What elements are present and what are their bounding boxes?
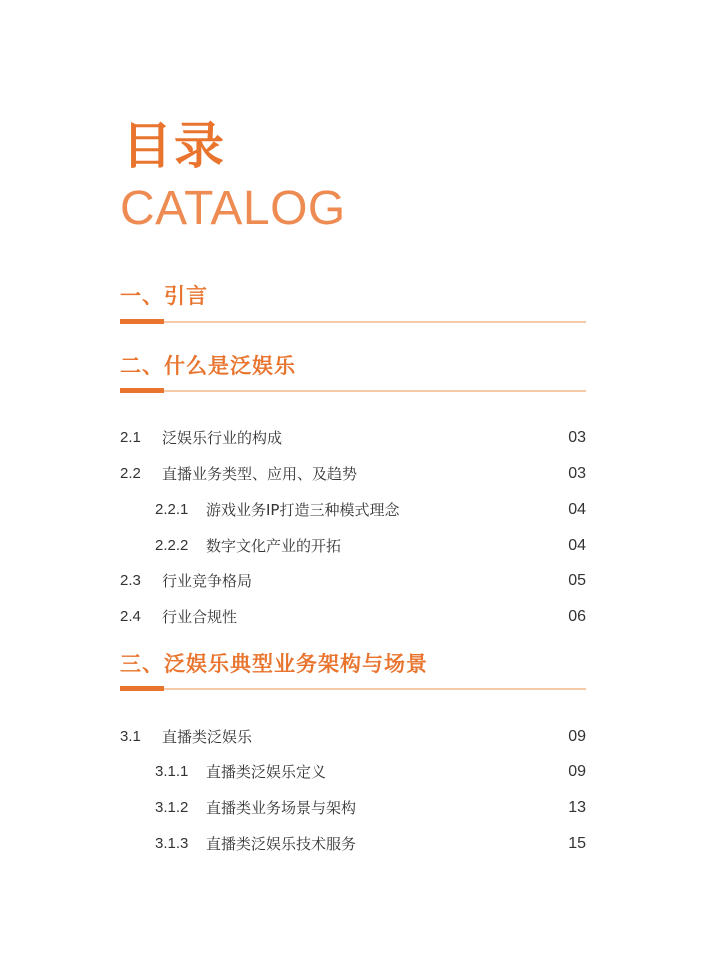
page-title-chinese: 目录 [122,117,226,175]
section-architecture-and-scenarios [120,649,586,679]
toc-entry[interactable] [120,426,586,450]
toc-subentry[interactable] [155,534,586,558]
toc-subentry[interactable] [155,760,586,784]
toc-entry-page: 09 [568,728,586,745]
toc-entry-label: 直播业务类型、应用、及趋势 [162,465,358,483]
section-title: 二、什么是泛娱乐 [120,354,296,378]
toc-entry-number: 2.1 [120,429,141,446]
toc-entry-label: 游戏业务IP打造三种模式理念 [206,501,400,519]
toc-entry-page: 09 [568,763,586,780]
toc-entry-number: 3.1.2 [155,799,189,816]
toc-subentry[interactable] [155,796,586,820]
toc-entry-page: 05 [568,572,586,589]
toc-entry-label: 直播类泛娱乐 [162,728,253,746]
toc-entry-number: 2.2.2 [155,537,189,554]
toc-entry-label: 直播类泛娱乐定义 [206,763,327,781]
toc-entry-page: 04 [568,537,586,554]
toc-entry-page: 03 [568,465,586,482]
toc-entry-label: 直播类泛娱乐技术服务 [206,835,357,853]
section-divider [120,390,586,392]
toc-entry[interactable] [120,462,586,486]
section-divider [120,321,586,323]
section-divider-accent [120,388,164,393]
toc-entry-number: 3.1 [120,728,141,745]
section-title: 一、引言 [120,284,208,308]
toc-entry-number: 2.4 [120,608,141,625]
toc-entry-page: 06 [568,608,586,625]
section-introduction [120,281,586,311]
page-title-english: CATALOG [120,182,346,235]
toc-entry-number: 3.1.3 [155,835,189,852]
toc-entry-label: 行业合规性 [162,608,238,626]
toc-entry-number: 2.2 [120,465,141,482]
toc-entry-label: 泛娱乐行业的构成 [162,429,283,447]
toc-entry[interactable] [120,725,586,749]
toc-entry-label: 直播类业务场景与架构 [206,799,357,817]
toc-entry-number: 2.3 [120,572,141,589]
section-divider [120,688,586,690]
toc-entry-page: 04 [568,501,586,518]
toc-subentry[interactable] [155,832,586,856]
toc-entry-label: 数字文化产业的开拓 [206,537,342,555]
toc-entry-page: 03 [568,429,586,446]
toc-entry[interactable] [120,605,586,629]
section-title: 三、泛娱乐典型业务架构与场景 [120,652,428,676]
toc-subentry[interactable] [155,498,586,522]
section-what-is-pan-entertainment [120,351,586,381]
toc-entry-page: 15 [568,835,586,852]
toc-entry-number: 2.2.1 [155,501,189,518]
toc-entry-page: 13 [568,799,586,816]
section-divider-accent [120,686,164,691]
toc-entry-number: 3.1.1 [155,763,189,780]
section-divider-accent [120,319,164,324]
toc-entry[interactable] [120,569,586,593]
toc-entry-label: 行业竞争格局 [162,572,253,590]
